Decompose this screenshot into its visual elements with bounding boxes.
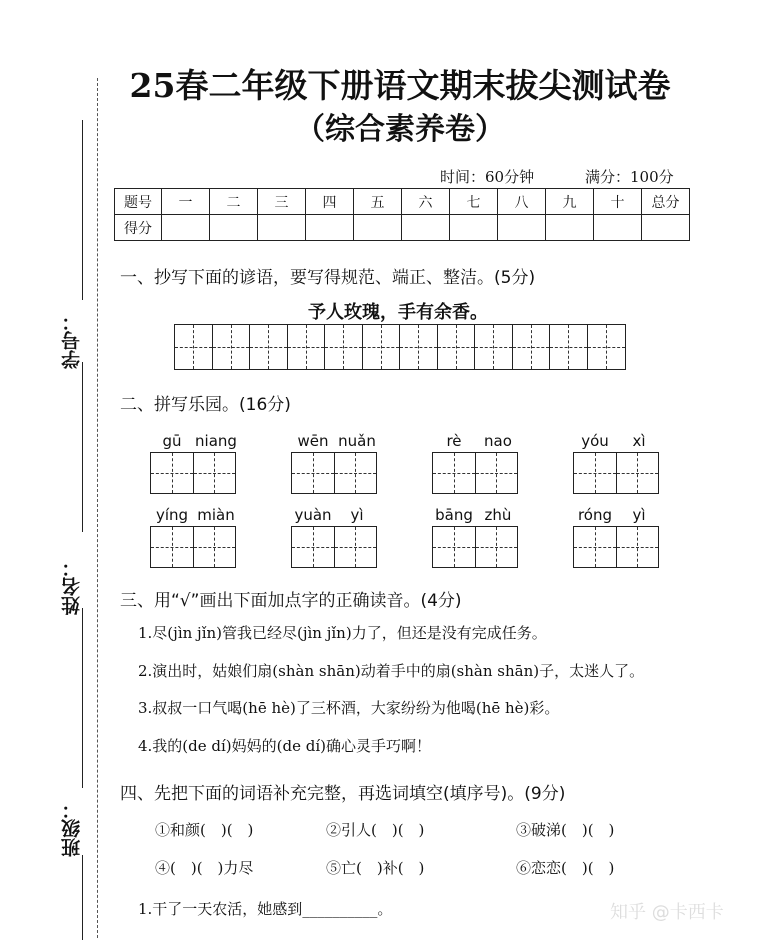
pinyin-syllable: nuǎn (338, 432, 376, 450)
pinyin-syllable: nao (484, 432, 512, 450)
section-4-heading: 四、先把下面的词语补充完整，再选词填空(填序号)。(9分) (120, 784, 566, 804)
score-header-cell: 三 (258, 189, 306, 215)
pinyin-syllable: gū (162, 432, 182, 450)
score-cell[interactable] (258, 215, 306, 241)
idiom-item: ④( )( )力尽 (155, 859, 254, 877)
score-cell[interactable] (210, 215, 258, 241)
score-cell[interactable] (306, 215, 354, 241)
score-header-cell: 十 (594, 189, 642, 215)
name-blank (82, 608, 83, 788)
section-1-heading: 一、抄写下面的谚语，要写得规范、端正、整洁。(5分) (120, 268, 536, 288)
score-cell[interactable] (450, 215, 498, 241)
question-3-4: 4.我的(de dí)妈妈的(de dí)确心灵手巧啊！ (138, 737, 432, 755)
score-cell[interactable] (594, 215, 642, 241)
writing-cell[interactable] (363, 325, 401, 369)
pinyin-item (291, 432, 381, 494)
question-4-1: 1.干了一天农活，她感到__________。 (138, 900, 393, 918)
student-number-blank-lower (82, 362, 83, 532)
pinyin-syllable: wēn (297, 432, 329, 450)
pinyin-item (573, 432, 663, 494)
writing-cell[interactable] (175, 325, 213, 369)
score-cell[interactable] (498, 215, 546, 241)
name-label: 姓名： (61, 558, 83, 615)
section-3-heading: 三、用“√”画出下面加点字的正确读音。(4分) (120, 591, 462, 611)
pinyin-syllable: yì (350, 506, 364, 524)
score-header-cell: 题号 (115, 189, 162, 215)
writing-cell[interactable] (475, 325, 513, 369)
pinyin-syllable: xì (632, 432, 646, 450)
question-3-3: 3.叔叔一口气喝(hē hè)了三杯酒，大家纷纷为他喝(hē hè)彩。 (138, 699, 560, 717)
pinyin-syllable: yóu (581, 432, 609, 450)
writing-cell[interactable] (438, 325, 476, 369)
class-blank (82, 855, 83, 940)
student-number-label: 学号： (61, 312, 83, 369)
score-cell[interactable] (642, 215, 690, 241)
writing-cell[interactable] (288, 325, 326, 369)
score-row-label: 得分 (115, 215, 162, 241)
score-header-cell: 总分 (642, 189, 690, 215)
tian-grid[interactable] (573, 526, 659, 568)
pinyin-item (573, 506, 663, 568)
tian-grid[interactable] (432, 526, 518, 568)
score-table-score-row (115, 215, 690, 241)
tian-grid[interactable] (291, 526, 377, 568)
pinyin-item (432, 506, 522, 568)
writing-cell[interactable] (550, 325, 588, 369)
score-cell[interactable] (162, 215, 210, 241)
full-score: 满分：100分 (585, 168, 674, 186)
score-table (114, 188, 690, 241)
pinyin-item (291, 506, 381, 568)
writing-cell[interactable] (250, 325, 288, 369)
watermark: 知乎 @卡西卡 (610, 902, 724, 923)
binding-dashed-line (97, 78, 98, 938)
pinyin-syllable: róng (577, 506, 613, 524)
pinyin-syllable: yíng (155, 506, 189, 524)
class-label: 班级： (61, 800, 83, 857)
pinyin-syllable: bāng (435, 506, 473, 524)
writing-cell[interactable] (588, 325, 626, 369)
idiom-item: ③破涕( )( ) (516, 821, 615, 839)
score-header-cell: 九 (546, 189, 594, 215)
score-header-cell: 四 (306, 189, 354, 215)
section-2-heading: 二、拼写乐园。(16分) (120, 395, 291, 415)
pinyin-item (150, 432, 240, 494)
writing-cell[interactable] (400, 325, 438, 369)
pinyin-syllable: zhù (484, 506, 512, 524)
score-header-cell: 二 (210, 189, 258, 215)
idiom-item: ①和颜( )( ) (155, 821, 254, 839)
score-header-cell: 七 (450, 189, 498, 215)
score-header-cell: 六 (402, 189, 450, 215)
pinyin-item (150, 506, 240, 568)
pinyin-item (432, 432, 522, 494)
idiom-item: ⑥恋恋( )( ) (516, 859, 615, 877)
tian-grid[interactable] (432, 452, 518, 494)
score-header-cell: 八 (498, 189, 546, 215)
pinyin-syllable: yuàn (294, 506, 332, 524)
tian-grid[interactable] (573, 452, 659, 494)
exam-subtitle: （综合素养卷） (295, 112, 505, 147)
writing-cell[interactable] (513, 325, 551, 369)
score-cell[interactable] (402, 215, 450, 241)
idiom-item: ⑤亡( )补( ) (326, 859, 425, 877)
question-3-2: 2.演出时，姑娘们扇(shàn shān)动着手中的扇(shàn shān)子，太迷人了。 (138, 662, 645, 680)
student-number-blank (82, 120, 83, 300)
exam-time: 时间：60分钟 (440, 168, 535, 186)
score-cell[interactable] (546, 215, 594, 241)
tian-grid[interactable] (150, 526, 236, 568)
pinyin-syllable: yì (632, 506, 646, 524)
score-cell[interactable] (354, 215, 402, 241)
score-table-header-row (115, 189, 690, 215)
idiom-item: ②引人( )( ) (326, 821, 425, 839)
pinyin-syllable: niang (195, 432, 237, 450)
tian-grid[interactable] (150, 452, 236, 494)
tian-grid[interactable] (291, 452, 377, 494)
question-3-1: 1.尽(jìn jǐn)管我已经尽(jìn jǐn)力了，但还是没有完成任务。 (138, 624, 547, 642)
writing-cell[interactable] (325, 325, 363, 369)
exam-title: 25春二年级下册语文期末拔尖测试卷 (129, 66, 671, 105)
copy-writing-grid[interactable] (174, 324, 626, 370)
pinyin-syllable: miàn (197, 506, 235, 524)
score-header-cell: 一 (162, 189, 210, 215)
writing-cell[interactable] (213, 325, 251, 369)
score-header-cell: 五 (354, 189, 402, 215)
proverb-text: 予人玫瑰，手有余香。 (308, 302, 488, 323)
pinyin-syllable: rè (446, 432, 462, 450)
